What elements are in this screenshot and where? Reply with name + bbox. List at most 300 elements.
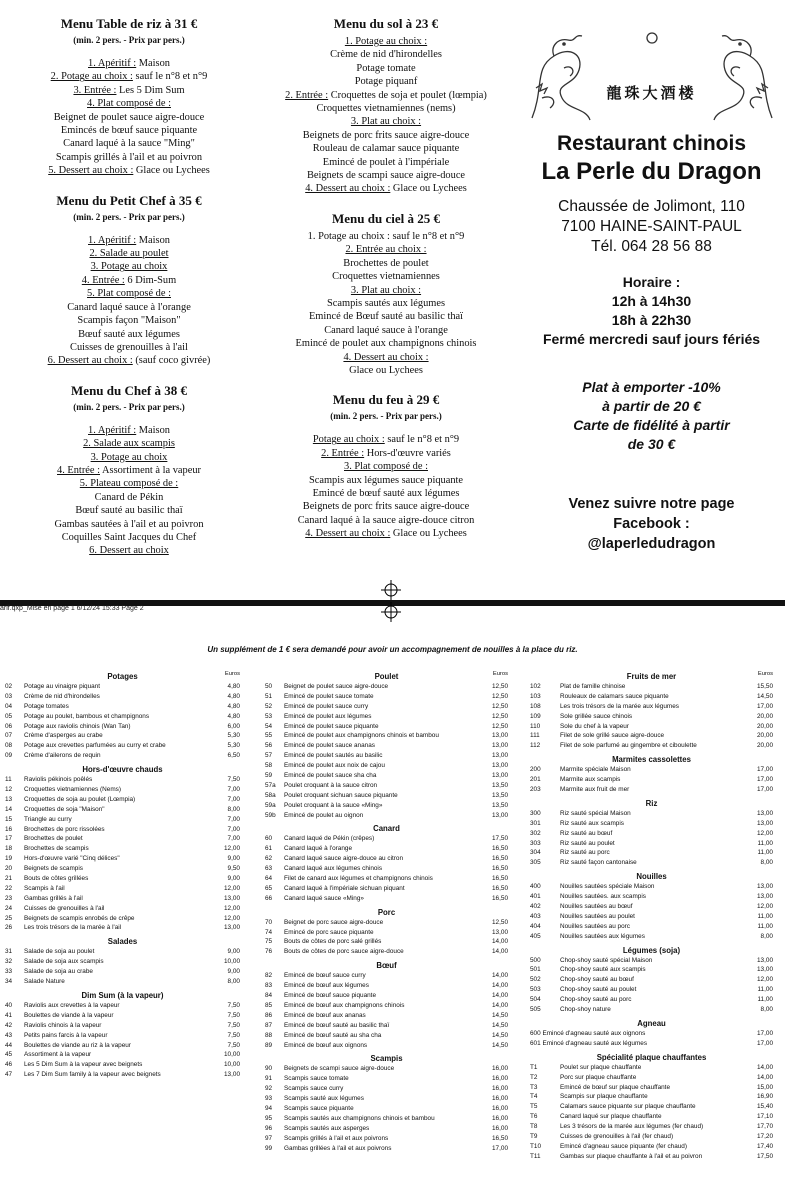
dish-name: Emincé de bœuf aux légumes: [284, 982, 369, 990]
dish-price: 16,50: [492, 875, 508, 883]
menu-line: [258, 324, 514, 337]
dish-number: 53: [265, 712, 273, 720]
dish-row: [530, 829, 773, 839]
dish-row: [530, 1083, 773, 1093]
menu-line: [258, 500, 514, 513]
dish-price: 17,00: [492, 1144, 508, 1152]
course-text: Maison: [136, 424, 170, 436]
menu-line: [0, 544, 258, 557]
dish-row: [265, 864, 508, 874]
section-title: Marmites cassolettes: [612, 755, 691, 765]
dish-row: [530, 775, 773, 785]
dish-name: Potage aux raviolis chinois (Wan Tan): [24, 722, 131, 730]
dish-number: 86: [265, 1011, 273, 1019]
menu-line: [0, 234, 258, 247]
dish-row: [265, 1084, 508, 1094]
dish-number: 58: [265, 762, 273, 770]
dish-name: Potage tomates: [24, 702, 69, 710]
dish-name: Emincé de poulet sauce curry: [284, 702, 369, 710]
dish-row: [5, 894, 240, 904]
dish-row: [265, 712, 508, 722]
dish-number: T11: [530, 1152, 541, 1160]
dish-number: 08: [5, 742, 13, 750]
dish-row: [530, 765, 773, 775]
dish-name: Triangle au curry: [24, 815, 72, 823]
section-header: [530, 1018, 773, 1029]
menu-line: [258, 35, 514, 48]
dish-price: 14,50: [492, 1011, 508, 1019]
dish-name: Canard laqué à l'orange: [284, 845, 353, 853]
dish-name: Poulet sur plaque chauffante: [560, 1063, 642, 1071]
registration-mark-icon: [381, 602, 401, 622]
dish-number: 65: [265, 884, 273, 892]
dish-number: 97: [265, 1134, 273, 1142]
section-header: [265, 960, 508, 971]
dish-row: [530, 985, 773, 995]
course-text: Coquilles Saint Jacques du Chef: [61, 531, 197, 543]
dish-name: Nouilles sautées aux légumes: [560, 932, 645, 940]
menu-title: Menu du Petit Chef à 35 €: [56, 192, 202, 208]
course-text: Canard laqué sauce à l'orange: [324, 324, 448, 336]
dish-number: 58a: [265, 791, 276, 799]
dish-row: [265, 884, 508, 894]
dish-row: [265, 1124, 508, 1134]
section-header: [5, 671, 240, 682]
menu-line: [258, 270, 514, 283]
dish-row: [530, 1063, 773, 1073]
dish-number: T8: [530, 1123, 538, 1131]
menu-line: [258, 514, 514, 527]
dish-row: [265, 781, 508, 791]
section-header: [530, 671, 773, 682]
dish-price: 20,00: [757, 742, 773, 750]
dish-price: 17,50: [492, 835, 508, 843]
dish-number: 110: [530, 722, 541, 730]
course-text: Scampis sautés aux légumes: [326, 297, 446, 309]
carte-column-3: [530, 668, 773, 1165]
dish-number: 23: [5, 894, 13, 902]
dish-row: [265, 918, 508, 928]
phone: Tél. 064 28 56 88: [591, 238, 712, 255]
takeaway-promo: [518, 378, 785, 454]
dish-number: 76: [265, 948, 273, 956]
dish-name: Emincé d'agneau sauce piquante (fer chaud): [560, 1142, 687, 1150]
dish-row: [530, 1029, 773, 1039]
dish-name: 601 Emincé d'agneau sauté aux légumes: [530, 1039, 648, 1047]
dish-number: 403: [530, 912, 541, 920]
dish-name: Emincé de bœuf sauce piquante: [284, 992, 377, 1000]
section-title: Dim Sum (à la vapeur): [81, 990, 164, 1000]
dish-name: Beignets de scampi sauce aigre-douce: [284, 1065, 395, 1073]
dish-row: [5, 904, 240, 914]
street: Chaussée de Jolimont, 110: [558, 198, 745, 215]
course-text: Assortiment à la vapeur: [100, 464, 201, 476]
carte-section: [5, 990, 240, 1080]
dish-number: 20: [5, 865, 13, 873]
dish-row: [530, 785, 773, 795]
dish-number: 02: [5, 683, 13, 690]
dish-row: [530, 922, 773, 932]
dish-row: [5, 702, 240, 712]
dish-row: [265, 947, 508, 957]
course-text: Emincé de poulet aux champignons chinois: [295, 338, 477, 350]
dish-row: [5, 795, 240, 805]
dish-number: 64: [265, 875, 273, 883]
dish-price: 8,00: [760, 859, 773, 867]
course-label: 2. Salade aux scampis: [83, 438, 175, 450]
menu-line: [258, 48, 514, 61]
course-text: Canard laqué à la sauce aigre-douce citron: [297, 514, 475, 526]
dish-number: 52: [265, 702, 273, 710]
dish-price: 7,00: [227, 825, 240, 833]
dish-name: Nouilles sautées spéciale Maison: [560, 883, 655, 891]
dish-name: Petits pains farcis à la vapeur: [24, 1031, 108, 1039]
dish-name: Canard laqué à l'impériale sichuan piquant: [284, 884, 405, 892]
dish-price: 7,00: [227, 815, 240, 823]
section-header: [5, 764, 240, 775]
menu-subtitle: (min. 2 pers. - Prix par pers.): [73, 35, 185, 45]
dish-price: 16,50: [492, 855, 508, 863]
dish-name: 600 Emincé d'agneau sauté aux oignons: [530, 1029, 646, 1037]
carte-section: [530, 1018, 773, 1049]
dish-name: Chop-shoy sauté au bœuf: [560, 976, 634, 984]
dish-row: [5, 834, 240, 844]
dish-number: 45: [5, 1051, 13, 1059]
menu-line: [258, 102, 514, 115]
menu-line: [258, 460, 514, 473]
dish-number: 84: [265, 992, 273, 1000]
dish-name: Crème d'ailerons de requin: [24, 752, 101, 760]
euros-label: Euros: [492, 671, 508, 677]
dish-row: [5, 1041, 240, 1051]
course-text: Canard laqué à la sauce "Ming": [63, 138, 195, 150]
section-title: Bœuf: [376, 961, 397, 971]
dish-price: 9,00: [227, 855, 240, 863]
dish-price: 4,80: [227, 683, 240, 690]
section-title: Nouilles: [636, 872, 667, 882]
dish-name: Hors-d'œuvre varié "Cinq délices": [24, 855, 120, 863]
dish-price: 9,00: [227, 968, 240, 976]
menu-subtitle: (min. 2 pers. - Prix par pers.): [73, 211, 185, 222]
dish-row: [265, 937, 508, 947]
dish-price: 13,00: [492, 772, 508, 780]
promo-line: Carte de fidélité à partir: [573, 417, 730, 433]
dish-price: 12,50: [492, 692, 508, 700]
menu-front-page: [0, 0, 785, 590]
dish-price: 11,00: [757, 922, 773, 930]
menu-line: [258, 337, 514, 350]
dish-number: 94: [265, 1104, 273, 1112]
dish-number: 21: [5, 875, 13, 883]
menu-line: [258, 156, 514, 169]
dish-number: 55: [265, 732, 273, 740]
set-menu: [258, 392, 514, 540]
dish-number: 13: [5, 795, 13, 803]
dish-row: [5, 1060, 240, 1070]
menu-line: [258, 89, 514, 102]
dish-name: Riz sauté au bœuf: [560, 829, 613, 837]
dish-name: Gambas grillés à l'ail: [24, 894, 83, 902]
dish-name: Gambas sur plaque chauffante à l'ail et au poivron: [560, 1152, 703, 1160]
dish-row: [265, 682, 508, 692]
dish-name: Emincé de poulet aux légumes: [284, 712, 372, 720]
dish-row: [530, 858, 773, 868]
course-label: 6. Dessert au choix: [89, 545, 169, 557]
dish-number: 41: [5, 1011, 13, 1019]
dish-price: 14,00: [492, 1001, 508, 1009]
dish-name: Scampis sautés aux champignons chinois et bambou: [284, 1114, 435, 1122]
dish-price: 11,00: [757, 912, 773, 920]
dish-price: 12,50: [492, 702, 508, 710]
dish-price: 8,00: [227, 978, 240, 986]
dish-price: 7,50: [227, 1011, 240, 1019]
dish-price: 4,80: [227, 702, 240, 710]
dish-name: Porc sur plaque chauffante: [560, 1073, 637, 1081]
menu-line: [258, 297, 514, 310]
dish-name: Scampis sur plaque chauffante: [560, 1093, 648, 1101]
dish-row: [265, 731, 508, 741]
dish-price: 14,50: [492, 1041, 508, 1049]
dish-number: 305: [530, 859, 541, 867]
dish-name: Raviolis pékinois poêlés: [24, 776, 93, 784]
course-label: 3. Potage au choix: [90, 261, 168, 273]
dish-row: [265, 1031, 508, 1041]
course-label: 3. Entrée :: [73, 84, 117, 96]
dish-name: Poulet croquant à la sauce citron: [284, 781, 378, 789]
dish-name: Emincé de poulet sauce piquante: [284, 722, 379, 730]
dish-row: [265, 854, 508, 864]
dish-name: Croquettes vietnamiennes (Nems): [24, 786, 121, 794]
carte-section: [530, 671, 773, 751]
dish-price: 17,00: [757, 702, 773, 710]
dish-number: 47: [5, 1071, 13, 1079]
dish-row: [265, 1114, 508, 1124]
dish-row: [5, 1001, 240, 1011]
set-menu: [0, 16, 258, 178]
dish-number: 203: [530, 786, 541, 794]
dish-number: 09: [5, 752, 13, 760]
dish-number: 500: [530, 956, 541, 964]
dish-row: [530, 682, 773, 692]
course-text: sauf le n°8 et n°9: [132, 71, 208, 83]
dish-row: [530, 1005, 773, 1015]
dish-price: 12,00: [757, 976, 773, 984]
course-text: Scampis aux légumes sauce piquante: [308, 474, 464, 486]
menu-line: [258, 433, 514, 446]
dish-price: 13,00: [492, 811, 508, 819]
section-title: Spécialité plaque chauffantes: [596, 1052, 707, 1062]
dish-name: Les 7 Dim Sum family à la vapeur avec beignets: [24, 1071, 161, 1079]
carte-section: [265, 1053, 508, 1153]
dish-number: 91: [265, 1075, 273, 1083]
dish-price: 16,00: [492, 1124, 508, 1132]
promo-line: à partir de 20 €: [602, 398, 701, 414]
menu-line: [258, 75, 514, 88]
menu-line: [258, 474, 514, 487]
dish-row: [265, 751, 508, 761]
dish-number: 34: [5, 978, 13, 986]
dish-number: 82: [265, 972, 273, 980]
dish-price: 11,00: [757, 839, 773, 847]
dish-price: 7,00: [227, 835, 240, 843]
dish-row: [530, 741, 773, 751]
menu-line: [0, 247, 258, 260]
dish-row: [265, 1104, 508, 1114]
dish-price: 6,50: [227, 752, 240, 760]
menu-title: Menu du Chef à 38 €: [71, 382, 187, 398]
menu-line: [258, 447, 514, 460]
dish-number: T1: [530, 1063, 538, 1071]
menu-line: [0, 354, 258, 367]
dish-name: Riz sauté spécial Maison: [560, 809, 631, 817]
dish-name: Les 5 Dim Sum à la vapeur avec beignets: [24, 1061, 143, 1069]
dish-row: [530, 882, 773, 892]
dish-name: Potage aux crevettes parfumées au curry et crabe: [24, 742, 166, 750]
dish-price: 9,50: [227, 865, 240, 873]
dish-price: 7,00: [227, 786, 240, 794]
dish-name: Emincé de bœuf aux champignons chinois: [284, 1001, 405, 1009]
dish-row: [5, 947, 240, 957]
dish-price: 14,00: [492, 992, 508, 1000]
course-text: sauf le n°8 et n°9: [384, 434, 460, 446]
dish-row: [530, 848, 773, 858]
carte-section: [530, 945, 773, 1015]
dish-price: 14,00: [757, 1063, 773, 1071]
dish-row: [5, 923, 240, 933]
dish-number: 56: [265, 742, 273, 750]
dish-row: [530, 932, 773, 942]
dish-row: [265, 991, 508, 1001]
section-title: Porc: [377, 907, 396, 917]
registration-mark-icon: [381, 580, 401, 600]
menu-line: [0, 518, 258, 531]
euros-label: Euros: [224, 671, 240, 677]
dish-price: 16,50: [492, 845, 508, 853]
dish-price: 13,00: [224, 1071, 240, 1079]
dish-row: [265, 844, 508, 854]
course-text: Canard laqué sauce à l'orange: [67, 301, 191, 313]
dish-number: 31: [5, 948, 13, 956]
menu-line: [258, 129, 514, 142]
dish-name: Riz sauté façon cantonaise: [560, 859, 637, 867]
dish-name: Boulettes de viande à la vapeur: [24, 1011, 114, 1019]
set-menu: [258, 211, 514, 377]
dish-price: 17,00: [757, 1039, 773, 1047]
dish-row: [265, 1094, 508, 1104]
facebook-handle: @laperledudragon: [587, 536, 716, 552]
course-label: 3. Plat au choix :: [350, 284, 422, 296]
course-text: Crème de nid d'hirondelles: [330, 49, 442, 61]
dish-row: [265, 1074, 508, 1084]
dish-row: [530, 965, 773, 975]
dish-row: [5, 712, 240, 722]
dish-price: 15,40: [757, 1103, 773, 1111]
dish-name: Canard laqué sauce «Ming»: [284, 894, 364, 902]
dish-row: [530, 1152, 773, 1162]
course-text: Hors-d'œuvre variés: [364, 447, 451, 459]
dish-row: [5, 844, 240, 854]
dish-price: 12,00: [224, 845, 240, 853]
dish-row: [530, 912, 773, 922]
menu-title: Menu du ciel à 25 €: [332, 210, 440, 226]
dish-name: Cuisses de grenouilles à l'ail (fer chaud): [560, 1132, 674, 1140]
section-header: [530, 754, 773, 765]
dish-name: Scampis sauce tomate: [284, 1075, 349, 1083]
course-text: Glace ou Lychees: [390, 183, 467, 195]
dish-number: 04: [5, 702, 13, 710]
course-text: Emincé de Bœuf sauté au basilic thaï: [308, 311, 464, 323]
dish-row: [530, 702, 773, 712]
dish-name: Raviolis aux crevettes à la vapeur: [24, 1001, 120, 1009]
course-label: Potage au choix :: [312, 434, 385, 446]
facebook-block: [518, 494, 785, 554]
dish-name: Emincé de porc sauce piquante: [284, 928, 374, 936]
dish-number: 63: [265, 865, 273, 873]
dish-price: 7,50: [227, 1021, 240, 1029]
menu-line: [258, 351, 514, 364]
dish-number: 111: [530, 732, 540, 740]
course-label: 4. Dessert au choix :: [343, 351, 429, 363]
dish-number: 88: [265, 1031, 273, 1039]
dish-name: Poulet croquant à la sauce «Ming»: [284, 801, 383, 809]
course-label: 4. Entrée :: [81, 274, 125, 286]
dish-name: Scampis sautés aux asperges: [284, 1124, 370, 1132]
dish-number: 112: [530, 742, 541, 750]
dish-row: [265, 1021, 508, 1031]
dish-row: [530, 1112, 773, 1122]
carte-section: [265, 671, 508, 820]
dish-row: [530, 1039, 773, 1049]
dish-name: Scampis sauce curry: [284, 1085, 344, 1093]
dish-row: [5, 1070, 240, 1080]
dish-price: 13,00: [492, 762, 508, 770]
dish-row: [530, 712, 773, 722]
dish-number: 401: [530, 893, 541, 901]
dish-price: 13,00: [757, 809, 773, 817]
section-title: Agneau: [637, 1018, 666, 1028]
course-text: Beignets de porc frits sauce aigre-douce: [302, 501, 470, 513]
dish-price: 8,00: [760, 1006, 773, 1014]
dish-price: 5,30: [227, 742, 240, 750]
dish-price: 16,50: [492, 865, 508, 873]
dish-row: [265, 981, 508, 991]
dish-price: 7,50: [227, 1031, 240, 1039]
dish-price: 7,50: [227, 1001, 240, 1009]
dish-name: Bouts de côtes de porc salé grillés: [284, 938, 382, 946]
course-label: 4. Plat composé de :: [87, 98, 171, 110]
dish-number: 402: [530, 903, 541, 911]
dish-row: [265, 702, 508, 712]
dish-number: 89: [265, 1041, 273, 1049]
dish-number: 502: [530, 976, 541, 984]
menu-line: [0, 314, 258, 327]
dish-number: 16: [5, 825, 13, 833]
course-text: Glace ou Lychees: [133, 165, 210, 177]
dish-price: 14,50: [492, 1031, 508, 1039]
course-label: 1. Apéritif :: [88, 424, 137, 436]
dish-price: 13,00: [757, 893, 773, 901]
dish-name: Emincé de bœuf sauce curry: [284, 972, 366, 980]
dish-row: [5, 914, 240, 924]
course-label: 5. Plat composé de :: [87, 288, 171, 300]
course-text: Potage tomate: [356, 62, 416, 74]
dish-price: 20,00: [757, 732, 773, 740]
dish-number: 05: [5, 712, 13, 720]
dish-row: [5, 815, 240, 825]
dish-price: 16,00: [492, 1114, 508, 1122]
section-title: Fruits de mer: [626, 672, 677, 681]
dish-price: 16,00: [492, 1075, 508, 1083]
